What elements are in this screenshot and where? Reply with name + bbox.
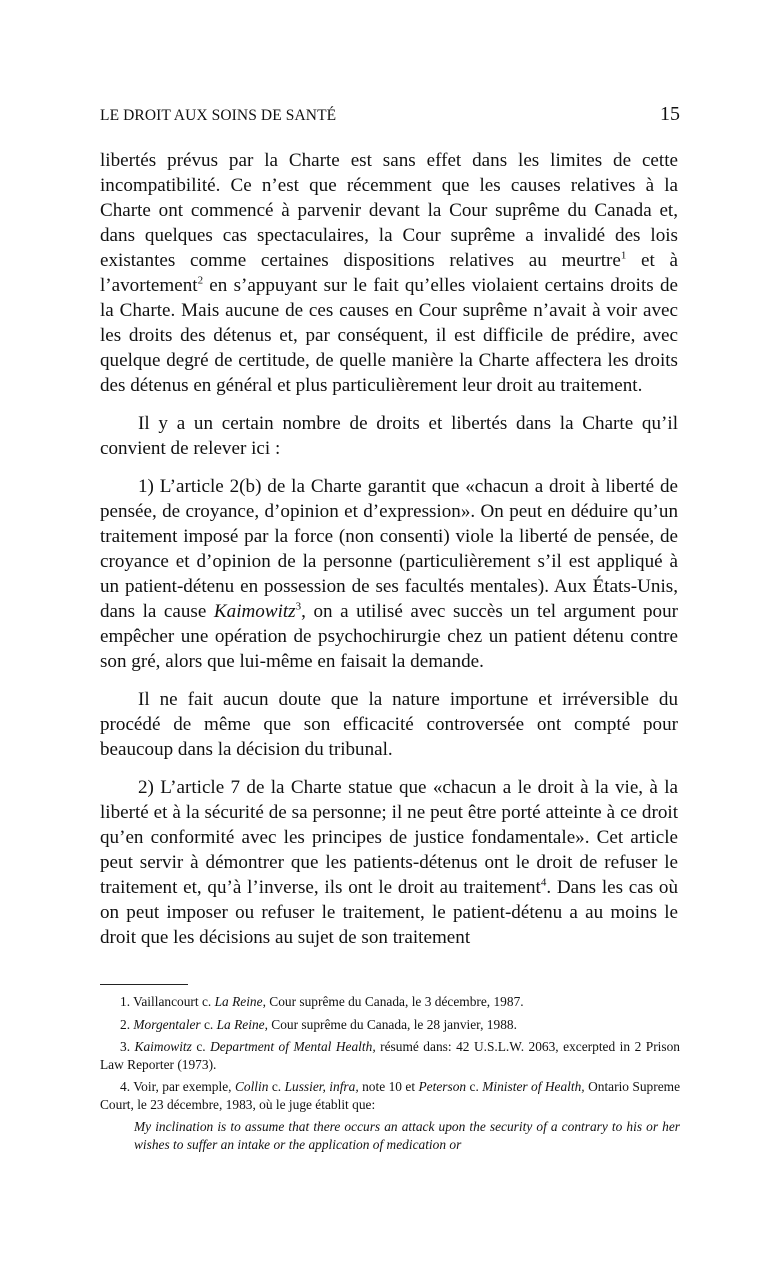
paragraph-5-text-a: 2) L’article 7 de la Charte statue que «chacun a le droit à la vie, à la liberté et à la sécurité de sa personne; il ne peut être porté atteinte à ce droit qu’en conformité avec les principes de justice fondamentale». Cet article peut servir à démontrer que les patients-détenus ont le droit de refuser le traitement et, qu’à l’inverse, ils ont le droit au traitement xyxy=(100,777,678,898)
paragraph-1-text-a: libertés prévus par la Charte est sans effet dans les limites de cette incompatibilité. Ce n’est que récemment que les causes relatives à la Charte ont commencé à parvenir devant la Cour suprême du Canada et, dans quelques cas spectaculaires, la Cour suprême a invalidé des lois existantes comme certaines dispositions relatives au meurtre xyxy=(100,150,678,271)
paragraph-2: Il y a un certain nombre de droits et libertés dans la Charte qu’il convient de relever ici : xyxy=(100,413,678,459)
paragraph-3 xyxy=(100,474,678,674)
paragraph-4: Il ne fait aucun doute que la nature importune et irréversible du procédé de même que son efficacité controversée ont compté pour beaucoup dans la décision du tribunal. xyxy=(100,689,678,760)
case-name-kaimowitz: Kaimowitz xyxy=(213,601,296,622)
footnote-4-party-b: Peterson xyxy=(418,1079,467,1094)
footnote-2-number: 2. xyxy=(120,1016,131,1032)
paragraph-1-text-c: en s’appuyant sur le fait qu’elles violaient certains droits de la Charte. Mais aucune de ces causes en Cour suprême n’avait à voir avec les droits des détenus et, par conséquent, il est difficile de prédire, avec quelque degré de certitude, de quelle manière la Charte affectera les droits des détenus en général et plus particulièrement leur droit au traitement. xyxy=(100,275,678,396)
footnote-1-text-b: , Cour suprême du Canada, le 3 décembre, 1987. xyxy=(262,994,524,1009)
footnote-2-text-a: c. xyxy=(200,1016,217,1032)
footnote-1-text-a: Vaillancourt c. xyxy=(133,994,215,1009)
footnote-4-number: 4. xyxy=(120,1079,131,1094)
footnote-4-text-b: c. xyxy=(268,1079,285,1094)
footnote-4-text-d: c. xyxy=(466,1079,483,1094)
footnote-4-quote: My inclination is to assume that there occurs an attack upon the security of a contrary to his or her wishes to suffer an intake or the application of medication or xyxy=(134,1119,680,1152)
footnote-4 xyxy=(100,1078,680,1113)
footnote-ref-3: 3 xyxy=(295,600,302,613)
footnote-4-case-b: Minister of Health, xyxy=(482,1079,585,1094)
footnote-2-text-b: , Cour suprême du Canada, le 28 janvier, 1988. xyxy=(264,1016,517,1032)
footnotes xyxy=(100,993,680,1158)
footnote-ref-2: 2 xyxy=(197,274,204,287)
paragraph-1 xyxy=(100,148,678,398)
footnote-3-number: 3. xyxy=(120,1039,131,1054)
footnote-4-case-a: Lussier, infra, xyxy=(284,1079,359,1094)
paragraph-1-text-b: et à l’avortement xyxy=(100,250,678,296)
page-number: 15 xyxy=(660,103,680,125)
footnote-3-text-b: résumé dans: 42 U.S.L.W. 2063, excerpted in 2 Prison Law Reporter (1973). xyxy=(100,1039,680,1072)
footnote-4-text-c: note 10 et xyxy=(358,1079,419,1094)
footnote-4-party-a: Collin xyxy=(234,1079,269,1094)
footnote-1 xyxy=(100,993,680,1011)
footnote-2-case: La Reine xyxy=(216,1016,265,1032)
footnote-2 xyxy=(100,1016,680,1034)
footnote-3 xyxy=(100,1038,680,1073)
body-text xyxy=(100,148,678,963)
running-head xyxy=(100,103,680,126)
footnote-3-case: Department of Mental Health, xyxy=(210,1039,376,1054)
footnote-3-text-a: c. xyxy=(191,1039,211,1054)
footnote-4-text-a: Voir, par exemple, xyxy=(133,1079,235,1094)
footnote-3-party: Kaimowitz xyxy=(134,1039,192,1054)
paragraph-3-text-b: , on a utilisé avec succès un tel argument pour empêcher une opération de psychochirurgie chez un patient détenu contre son gré, alors que lui-même en faisait la demande. xyxy=(100,601,678,672)
paragraph-5-text-b: . Dans les cas où on peut imposer ou refuser le traitement, le patient-détenu a au moins le droit que les décisions au sujet de son traitement xyxy=(100,877,678,948)
footnote-4-text-e: Ontario Supreme Court, le 23 décembre, 1983, où le juge établit que: xyxy=(100,1079,681,1112)
paragraph-3-text-a: 1) L’article 2(b) de la Charte garantit que «chacun a droit à liberté de pensée, de croyance, d’opinion et d’expression». On peut en déduire qu’un traitement imposé par la force (non consenti) viole la liberté de pensée, de croyance et d’opinion de la personne (particulièrement s’il est appliqué à un patient-détenu en possession de ses facultés mentales). Aux États-Unis, dans la cause xyxy=(100,476,678,622)
footnote-ref-4: 4 xyxy=(540,876,547,889)
footnote-rule xyxy=(100,984,188,985)
footnote-ref-1: 1 xyxy=(620,249,627,262)
footnote-2-party: Morgentaler xyxy=(133,1016,201,1032)
footnote-1-number: 1. xyxy=(120,994,131,1009)
footnote-1-case: La Reine xyxy=(214,994,263,1009)
paragraph-5 xyxy=(100,775,678,950)
running-title: LE DROIT AUX SOINS DE SANTÉ xyxy=(100,107,337,124)
